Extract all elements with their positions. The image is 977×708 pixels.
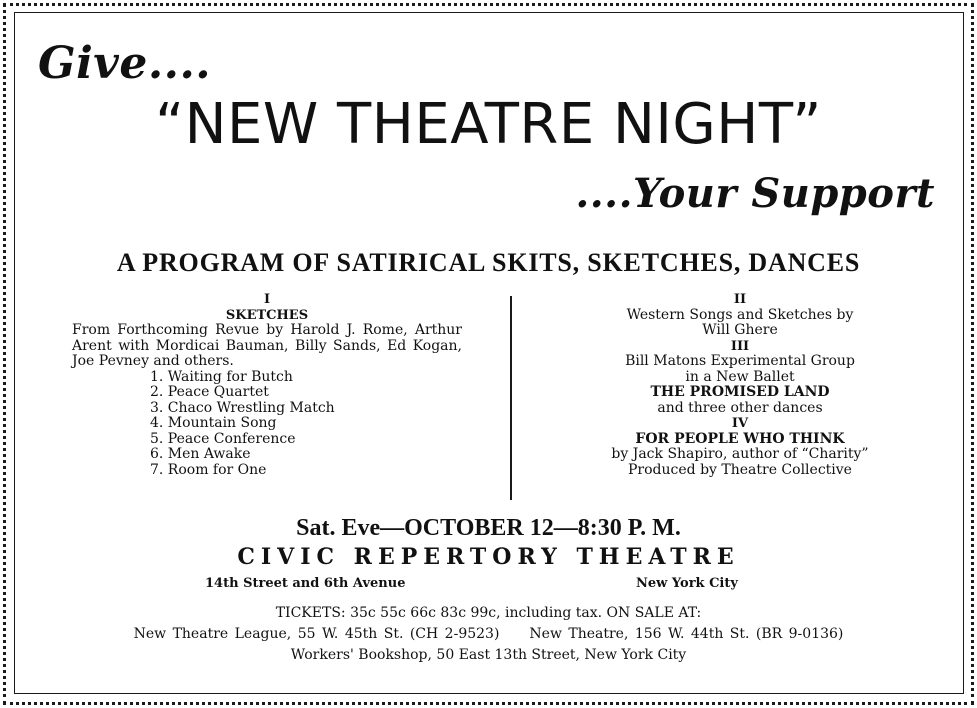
event-date: Sat. Eve—OCTOBER 12—8:30 P. M.	[296, 515, 681, 541]
part-2-line-2: Will Ghere	[702, 322, 778, 338]
part-2-line-1: Western Songs and Sketches by	[626, 306, 854, 323]
ticket-outlets	[0, 626, 977, 642]
give-text: Give....	[38, 38, 212, 89]
headline: “NEW THEATRE NIGHT”	[155, 92, 822, 157]
part-1-numeral: I	[263, 292, 271, 307]
part-3-numeral: III	[730, 338, 750, 354]
column-divider	[510, 296, 512, 500]
list-item: 3. Chaco Wrestling Match	[150, 399, 335, 416]
left-column	[72, 292, 462, 478]
support-text: ....Your Support	[575, 170, 935, 217]
venue-address: 14th Street and 6th Avenue	[205, 576, 406, 591]
outlet-new-theatre-league: New Theatre League, 55 W. 45th St. (CH 2-9523)	[133, 626, 500, 642]
right-column	[555, 292, 925, 478]
part-3-title: THE PROMISED LAND	[650, 384, 830, 400]
part-3-line-2: in a New Ballet	[685, 368, 795, 385]
list-item: 1. Waiting for Butch	[150, 368, 293, 385]
part-3-line-1: Bill Matons Experimental Group	[625, 353, 855, 369]
part-1-title: SKETCHES	[225, 307, 309, 323]
ticket-prices: TICKETS: 35c 55c 66c 83c 99c, including tax. ON SALE AT:	[275, 605, 702, 621]
list-item: 2. Peace Quartet	[150, 384, 269, 400]
part-4-line-2: Produced by Theatre Collective	[628, 461, 852, 478]
venue-city: New York City	[636, 576, 738, 591]
outlet-workers-bookshop: Workers' Bookshop, 50 East 13th Street, New York City	[290, 647, 687, 663]
sketch-list	[72, 370, 462, 479]
part-4-title: FOR PEOPLE WHO THINK	[635, 430, 845, 447]
part-1-intro: From Forthcoming Revue by Harold J. Rome, Arthur Arent with Mordicai Bauman, Billy Sands, Ed Kogan, Joe Pevney and others.	[72, 322, 462, 369]
list-item: 4. Mountain Song	[150, 415, 277, 431]
part-4-numeral: IV	[731, 416, 749, 431]
part-2-numeral: II	[733, 292, 747, 307]
program-heading: A PROGRAM OF SATIRICAL SKITS, SKETCHES, DANCES	[116, 248, 861, 277]
list-item: 5. Peace Conference	[150, 430, 296, 447]
outlet-new-theatre: New Theatre, 156 W. 44th St. (BR 9-0136)	[529, 626, 844, 642]
venue-name: CIVIC REPERTORY THEATRE	[237, 544, 740, 570]
list-item: 7. Room for One	[150, 461, 267, 478]
list-item: 6. Men Awake	[150, 446, 251, 462]
part-3-line-3: and three other dances	[657, 399, 823, 416]
part-4-line-1: by Jack Shapiro, author of “Charity”	[611, 446, 869, 462]
